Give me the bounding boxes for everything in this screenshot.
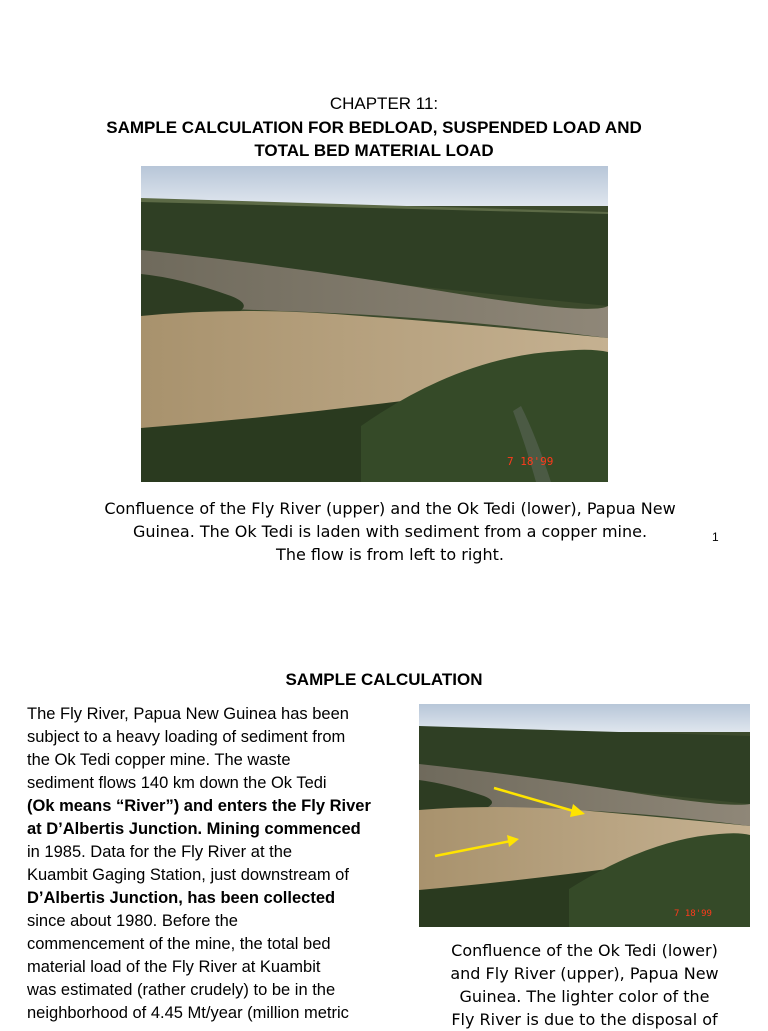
body-line: Kuambit Gaging Station, just downstream of [27,866,349,884]
title-line-2: TOTAL BED MATERIAL LOAD [254,141,494,160]
body-line: material load of the Fly River at Kuambit [27,958,321,976]
confluence-photo-2 [419,704,750,927]
body-line: The Fly River, Papua New Guinea has been [27,705,349,723]
caption-1-line-1: Confluence of the Fly River (upper) and the Ok Tedi (lower), Papua New [104,499,676,518]
body-line-bold: at D’Albertis Junction. Mining commenced [27,820,361,838]
body-line: sediment flows 140 km down the Ok Tedi [27,774,327,792]
body-line-bold: (Ok means “River”) and enters the Fly River [27,797,371,815]
photo-caption-1 [60,497,720,566]
page-number: 1 [712,530,719,544]
chapter-label: CHAPTER 11: [329,94,439,113]
body-paragraph [27,703,407,1025]
body-line: since about 1980. Before the [27,912,238,930]
body-line: subject to a heavy loading of sediment from [27,728,346,746]
caption-2-line-4: Fly River is due to the disposal of [451,1010,718,1029]
caption-1-line-2: Guinea. The Ok Tedi is laden with sediment from a copper mine. [132,522,648,541]
body-line-bold: D’Albertis Junction, has been collected [27,889,336,907]
caption-2-line-1: Confluence of the Ok Tedi (lower) [451,941,718,960]
section-heading: SAMPLE CALCULATION [285,670,483,689]
caption-1-line-3: The flow is from left to right. [276,545,504,564]
body-line: commencement of the mine, the total bed [27,935,331,953]
title-line-1: SAMPLE CALCULATION FOR BEDLOAD, SUSPENDED LOAD AND [106,118,642,137]
photo-date-stamp: 7 18'99 [507,455,554,468]
caption-2-line-3: Guinea. The lighter color of the [459,987,710,1006]
body-line: neighborhood of 4.45 Mt/year (million metric [27,1004,349,1022]
photo-date-stamp: 7 18'99 [674,909,712,919]
body-line: was estimated (rather crudely) to be in the [27,981,336,999]
body-line: the Ok Tedi copper mine. The waste [27,751,291,769]
photo-caption-2 [419,939,750,1031]
confluence-photo-1 [141,166,608,482]
body-line: in 1985. Data for the Fly River at the [27,843,293,861]
caption-2-line-2: and Fly River (upper), Papua New [450,964,719,983]
chapter-title [60,116,688,162]
